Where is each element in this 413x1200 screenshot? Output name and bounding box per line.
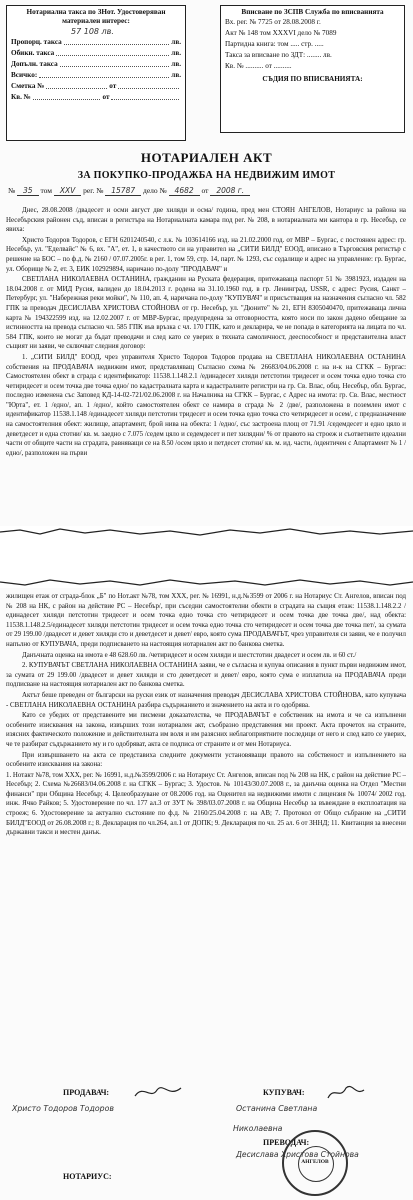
registry-judge-label: СЪДИЯ ПО ВПИСВАНИЯТА: bbox=[262, 75, 363, 83]
registry-row: Кв. № .......... от .......... bbox=[225, 62, 292, 70]
seller-signature bbox=[133, 1082, 183, 1102]
seller-handwritten-name: Христо Тодоров Тодоров bbox=[12, 1104, 114, 1113]
buyer-handwritten-name: Останина Светлана bbox=[236, 1104, 318, 1113]
notary-fee-box bbox=[6, 5, 186, 141]
fee-row: Всичко: лв. bbox=[11, 71, 181, 79]
interest-handwritten: 57 108 лв. bbox=[71, 27, 114, 36]
seller-label: ПРОДАВАЧ: bbox=[63, 1088, 110, 1097]
fee-row: Кв. № от bbox=[11, 92, 181, 103]
registry-box bbox=[220, 5, 405, 133]
notary-label: НОТАРИУС: bbox=[63, 1172, 112, 1181]
notary-stamp bbox=[282, 1130, 348, 1196]
seller-paragraph: Христо Тодоров Тодоров, с ЕГН 6201240540, с л.к. № 103614166 изд. на 21.02.2000 год. от МВР – Бургас, с постоянен адрес: гр. Несебър, ул. "Еделвайс" № 6, вх. "А", ет. 1, в качеството си на управител на „СИТИ БИЛД" ЕООД, вписано в Търговския регистър с решение на БОС – по ф.д. № 2160 / 07.07.2005г. в рег. 1, том 59, стр. 14, парт. № 1293, със седалище и адрес на управление: гр. Бургас, ул. Оборище № 2, ет. 3, ЕИК 102929894, наричано по-долу "ПРОДАВАЧ" и bbox=[6, 236, 406, 273]
translator-label: ПРЕВОДАЧ: bbox=[263, 1138, 310, 1147]
registry-row: Акт № 148 том XXXVI дело № 7089 bbox=[225, 29, 337, 37]
buyer-label: КУПУВАЧ: bbox=[263, 1088, 305, 1097]
fee-row: Обикн. такса лв. bbox=[11, 49, 181, 57]
deed-body-bottom bbox=[6, 592, 406, 1082]
stamp-name: АНГЕЛОВ bbox=[301, 1159, 329, 1165]
registry-row: Вх. рег. № 7725 от 28.08.2008 г. bbox=[225, 18, 321, 26]
deed-body-top bbox=[6, 206, 406, 524]
registry-row: Такса за вписване по ЗДТ: ........ лв. bbox=[225, 51, 332, 59]
document-title: НОТАРИАЛЕН АКТ bbox=[140, 150, 273, 165]
translation-paragraph: Актът беше преведен от български на руски език от назначения преводач ДЕСИСЛАВА ХРИСТОВА СТОЙНОВА, като купувача - СВЕТЛАНА НИКОЛАЕВНА ОСТАНИНА разбира съдържанието и значението на акта и го одобрява. bbox=[6, 691, 406, 709]
intro-paragraph: Днес, 28.08.2008 /двадесет и осми август две хиляди и осма/ година, пред мен СТОЯН АНГЕЛОВ, Нотариус за района на Несебърския районен съд, вписан в регистъра на Нотариалната камара под рег. № 208, в нотариалната ми кантора в гр. Несебър, се явиха: bbox=[6, 207, 406, 234]
fee-row: Допълн. такса лв. bbox=[11, 60, 181, 68]
continuation-paragraph: жилищен етаж от сграда-блок „Б" по Нот.акт №78, том ХХХ, рег. № 16991, н.д.№3599 от 2006 г. на Нотариус Ст. Ангелов, вписан под № 208 на НК, с район на действие РС – Несебър/, при съседни самостоятелни обекти в сградата на същия етаж: 11538.1.148.2.2 /единадесет хиляди петстотин тридесет и осем точка едно точка сто четиридесет и осем точка две точка две/, над обекта: 11538.1.148.2.5/единадесет хиляди петстотин тридесет и осем точка едно точка сто четиридесет и осем точка две точка пет/, за сумата от 29 199.00 /двадесет и девет хиляди сто и деветдесет и девет/ евро, която сума ПРОДАВАЧЪТ, чрез управителя си заяви, че е получил напълно от КУПУВАЧА, преди подписването на настоящия нотариален акт по банкова сметка. bbox=[6, 593, 406, 648]
document-subtitle: ЗА ПОКУПКО-ПРОДАЖБА НА НЕДВИЖИМ ИМОТ bbox=[77, 170, 336, 181]
notary-statement-paragraph: Като се убедих от представените ми писмени доказателства, че ПРОДАВАЧЪТ е собственик на имота и че са изпълнени особените изисквания на закона, извърших този нотариален акт, съобразно представения ми проект. Акта прочетох на страните, изясних фактическото положение и действителната им воля и им разясних неблагоприятните последици от него и след като се уверих, че те разбират съдържанието му и го одобряват, акта се подписа от страните и от мен Нотариуса. bbox=[6, 712, 406, 748]
torn-page-divider bbox=[0, 526, 413, 588]
act-number-line: № 35 том XXV рег. № 15787 дело № 4682 от 2008 г. bbox=[8, 186, 405, 195]
buyer-signature bbox=[326, 1082, 366, 1102]
documents-list: 1. Нотакт №78, том ХХХ, рег. № 16991, н.д.№3599/2006 г. на Нотариус Ст. Ангелов, вписан под № 208 на НК, с район на действие РС – Несебър; 2. Схема №26683/04.06.2008 г. на СГКК – Бургас; 3. Удостов. № 10143/30.07.2008 г., за данъчна оценка на Отдел "Местни финанси" при Община Несебър; 4. Целеобразуване от 08.2006 год. на Оценител на недвижими имоти с лицензия № 10074/ 2002 год. инж. Ячко Райков; 5. Удостоверение по чл. 177 ал.3 от ЗУТ № 398/03.07.2008 г. на Община Несебър за въвеждане в експлоатация на строеж; 6. Удостоверение за актуално състояние по ф.д. № 2160/25.04.2008 г. на АВ; 7. Протокол от Общо събрание на „СИТИ БИЛД"ЕООД от 26.08.2008 г.; 8. Декларация по чл.264, ал.1 от ДОПК; 9. Декларация по чл. 25 ал. 6 от ЗННД; 11. Квитанция за внесени държавни такси и местен данък. bbox=[6, 771, 406, 837]
tax-assessment-paragraph: Данъчната оценка на имота е 48 628.60 лв. /четиридесет и осем хиляди и шестстотин двадесет и осем лв. и 60 ст./ bbox=[22, 651, 357, 659]
buyer-handwritten-name-2: Николаевна bbox=[233, 1124, 283, 1133]
translator-handwritten-name: Десислава Христова Стойнова bbox=[236, 1150, 359, 1159]
registry-row: Партидна книга: том ..... стр. ..... bbox=[225, 40, 324, 48]
documents-intro-paragraph: При извършването на акта се представиха следните документи установяващи правото на собственост и изпълнението на особените изисквания на закона: bbox=[6, 751, 406, 769]
fee-row: Пропорц. такса лв. bbox=[11, 38, 181, 46]
fee-row: Сметка № от bbox=[11, 81, 181, 92]
buyer-statement-paragraph: 2. КУПУВАЧЪТ СВЕТЛАНА НИКОЛАЕВНА ОСТАНИНА заяви, че е съгласна и купува описания в пункт първи недвижим имот, за сумата от 29 199.00 /двадесет и девет хиляди и сто деветдесет и девет/ евро, която сума е изплатила на ПРОДАВАЧА преди подписване на настоящия нотариален акт по банкова сметка. bbox=[6, 662, 406, 689]
property-paragraph: 1. „СИТИ БИЛД" ЕООД, чрез управителя Христо Тодоров Тодоров продава на СВЕТЛАНА НИКОЛАЕВНА ОСТАНИНА собствения на ПРОДАВАЧА недвижим имот, представляващ Съгласно схема № 26683/04.06.2008 г. на и-к на СГКК – Бургас: Самостоятелен обект в сграда с идентификатор: 11538.1.148.2.1 /единадесет хиляди петстотин тридесет и осем точка едно точка сто четиридесет и осем точка две точка едно/ по кадастралната карта и кадастралните регистри на гр. Св. Влас, общ. Несебър, обл. Бургас, последно изменена със Заповед КД-14-02-721/02.06.2008 г. на Началника на СГКК – Бургас, с Адрес на имота: гр. Св. Влас, местност "Юрта", ет. 1 /едно/, ап. 1 /едно/, който самостоятелен обект се намира в сграда № 2 /две/, разположена в поземлен имот с идентификатор 11538.1.148 /единадесет хиляди петстотин тридесет и осем точка едно точка сто четиридесет и осем/, с предназначение на самостоятелния обект: жилище, апартамент, брой нива на обекта: 1 /едно/, със застроена площ от 71.91 /седемдесет и едно цяло и деветдесет и една стотни/ кв. м. заедно с 7.075 /седем цяло и седемдесет и пет хилядни/ % от правото на строеж и съответните идеални части от общите части на сградата, равняващи се на 8.50 /осем цяло и петдесет стотни/ кв. м. ид. части, /идентичен с Апартамент № 1 /едно/, разположен на първи bbox=[6, 353, 406, 457]
registry-header: Вписване по ЗСПВ Служба по вписванията bbox=[241, 8, 384, 16]
buyer-paragraph: СВЕТЛАНА НИКОЛАЕВНА ОСТАНИНА, гражданин на Руската федерация, притежаваща паспорт 51 № 3981923, издаден на 18.04.2008 г. от МИД Русия, валиден до 18.04.2013 г. родена на 31.10.1960 год. в гр. Ленинград, USSR, с адрес: Русия, Санкт – Петербург, ул. "Набережная реки мойки", № 110, ап. 4, наричана по-долу "КУПУВАЧ" и присъстващия на назначения съгласно чл. 582 ГПК за преводач ДЕСИСЛАВА ХРИСТОВА СТОЙНОВА от гр. Несебър, ул. "Дюните" № 21, ЕГН 8305040470, притежаваща лична карта № 194322599 изд. на 12.02.2007 г. от МВР-Бургас, предупредена за отговорността, която носи по закон дадено обещание за истинността на превода съгласно чл. 585 ГПК във връзка с чл. 170 ГПК, като и декларира, че не попада в категорията на лицата по чл. 584 ГПК, които не могат да бъдат преводачи и след като се уверих в тяхната самоличност, дееспособност и представителна власт същият ни заяви, че сключват следния договор: bbox=[6, 276, 406, 351]
fee-box-header: Нотариална такса по ЗНот. Удостоверяван материален интерес: bbox=[26, 8, 166, 25]
